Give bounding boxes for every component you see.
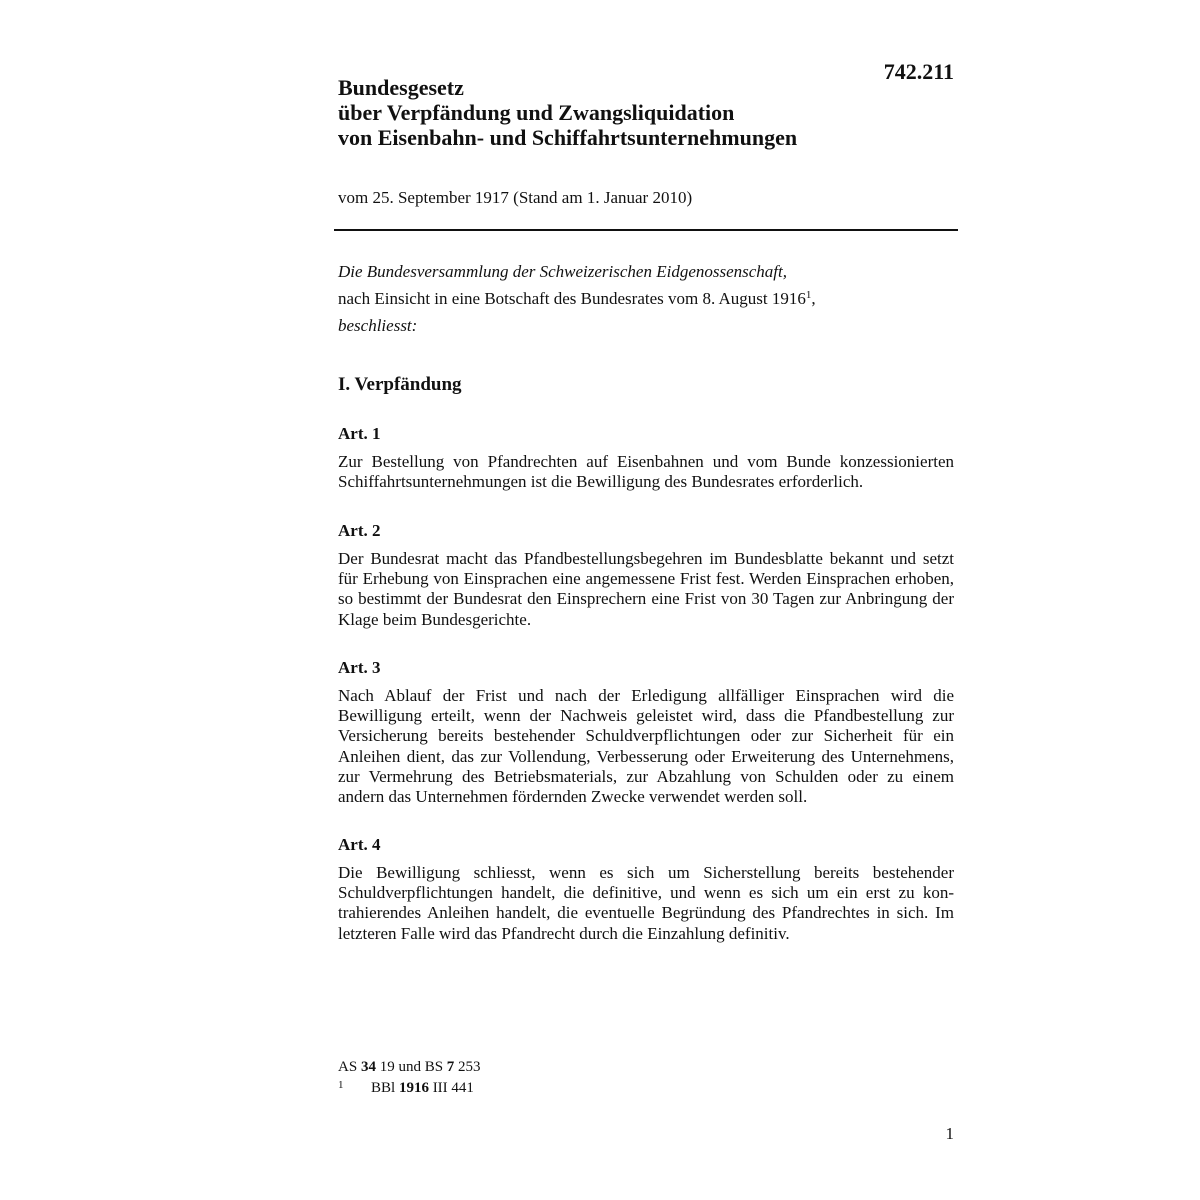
footnote-1-prefix: BBl <box>371 1080 399 1096</box>
preamble-assembly: Die Bundesversammlung der Schweizerischen Eidgenossenschaft, <box>338 262 787 281</box>
source-bs-page: 253 <box>454 1059 481 1075</box>
preamble-considering <box>338 285 954 312</box>
header-divider <box>334 229 958 231</box>
article-text: Der Bundesrat macht das Pfandbestellungsbegehren im Bundesblatte bekannt und setzt für Erhebung von Einsprachen eine angemessene Frist fest. Werden Einsprachen erhoben, so bestimmt der Bundesrat den Einsprechern eine Frist von 30 Tagen zur Anbringung der Klage beim Bundesgerichte. <box>338 549 954 629</box>
preamble-considering-text: nach Einsicht in eine Botschaft des Bundesrates vom 8. August 1916 <box>338 289 806 308</box>
law-title-line-2: über Verpfändung und Zwangsliquidation <box>338 100 735 125</box>
article-3 <box>338 658 954 807</box>
source-as-page: 19 und BS <box>375 1059 447 1075</box>
footnote-1: 1 BBl 1916 III 441 <box>338 1079 474 1096</box>
footnote-1-rest: III 441 <box>428 1080 474 1096</box>
section-heading: I. Verpfändung <box>338 374 462 395</box>
article-text: Zur Bestellung von Pfandrechten auf Eisenbahnen und vom Bunde konzessionierten Schiffahrtsunternehmungen ist die Bewilligung des Bundesrates erforderlich. <box>338 452 954 492</box>
article-title: Art. 1 <box>338 424 381 443</box>
law-title-line-3: von Eisenbahn- und Schiffahrtsunternehmungen <box>338 125 798 150</box>
source-as-volume: 34 <box>360 1059 376 1075</box>
article-4 <box>338 835 954 944</box>
footnote-reference-1: 1 <box>805 289 812 301</box>
article-title: Art. 2 <box>338 521 381 540</box>
preamble <box>338 258 954 339</box>
law-title-line-1: Bundesgesetz <box>338 75 464 100</box>
source-as-prefix: AS <box>338 1059 361 1075</box>
article-title: Art. 4 <box>338 835 381 854</box>
article-text: Die Bewilligung schliesst, wenn es sich um Sicherstellung bereits bestehender Schuldverpflichtungen handelt, die definitive, und wenn es sich um ein erst zu kontrahierendes Anleihen handelt, die eventuelle Begründung des Pfandrechtes in sich. Im letzteren Falle wird das Pfandrecht durch die Einzahlung definitiv. <box>338 863 954 943</box>
sr-number: 742.211 <box>883 59 954 84</box>
preamble-considering-tail: , <box>811 289 816 308</box>
article-1 <box>338 424 954 492</box>
article-title: Art. 3 <box>338 658 381 677</box>
preamble-resolves: beschliesst: <box>338 316 418 335</box>
article-text: Nach Ablauf der Frist und nach der Erledigung allfälliger Einsprachen wird die Bewilligung erteilt, wenn der Nachweis geleistet wird, dass die Pfandbestellung zur Versicherung bereits bestehender Schuldverpflichtungen oder zur Sicherheit für ein Anleihen dient, das zur Vollendung, Verbesserung oder Erweiterung des Unternehmens, zur Vermehrung des Betriebsmaterials, zur Abzahlung von Schulden oder zu einem andern das Unternehmen fördernden Zwecke verwendet werden soll. <box>338 686 954 807</box>
date-line: vom 25. September 1917 (Stand am 1. Januar 2010) <box>338 188 693 207</box>
footnotes <box>338 1057 954 1099</box>
source-reference <box>338 1057 954 1078</box>
article-2 <box>338 521 954 630</box>
page-number: 1 <box>945 1124 954 1143</box>
source-bs-volume: 7 <box>446 1059 455 1075</box>
footnote-1-year: 1916 <box>398 1080 429 1096</box>
law-title <box>338 75 858 150</box>
